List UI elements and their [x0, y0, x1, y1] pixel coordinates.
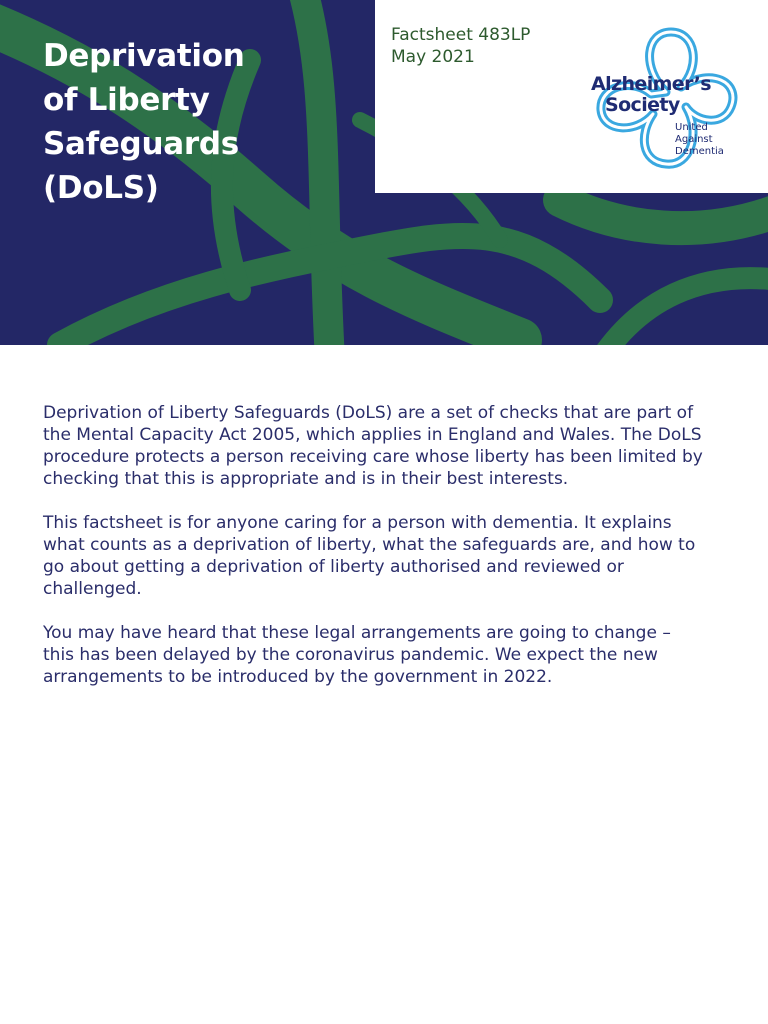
- factsheet-date: May 2021: [391, 47, 475, 67]
- intro-paragraph: Deprivation of Liberty Safeguards (DoLS) are a set of checks that are part of the Mental Capacity Act 2005, which applies in England and Wales. The DoLS procedure protects a person receiving care whose liberty has been limited by checking that this is appropriate and is in their best interests.: [43, 403, 703, 489]
- logo-name-line: Alzheimer’s: [591, 73, 711, 95]
- factsheet-intro: [43, 402, 703, 710]
- tagline-line: Against: [675, 134, 713, 145]
- title-line: (DoLS): [43, 170, 159, 206]
- factsheet-number: Factsheet 483LP: [391, 25, 531, 45]
- factsheet-info-box: [375, 0, 768, 193]
- factsheet-meta: [391, 24, 530, 68]
- title-line: Deprivation: [43, 38, 245, 74]
- page-title: [43, 34, 245, 210]
- logo-wordmark: [591, 74, 731, 116]
- alzheimers-society-logo: [591, 22, 741, 172]
- title-line: of Liberty: [43, 82, 210, 118]
- logo-tagline: [675, 122, 724, 158]
- title-line: Safeguards: [43, 126, 239, 162]
- intro-paragraph: You may have heard that these legal arrangements are going to change – this has been delayed by the coronavirus pandemic. We expect the new arrangements to be introduced by the government in 2022.: [43, 623, 671, 687]
- tagline-line: United: [675, 122, 708, 133]
- intro-paragraph: This factsheet is for anyone caring for a person with dementia. It explains what counts as a deprivation of liberty, what the safeguards are, and how to go about getting a deprivation of liberty authorised and reviewed or challenged.: [43, 513, 696, 599]
- tagline-line: Dementia: [675, 146, 724, 157]
- logo-name-line: Society: [605, 94, 680, 116]
